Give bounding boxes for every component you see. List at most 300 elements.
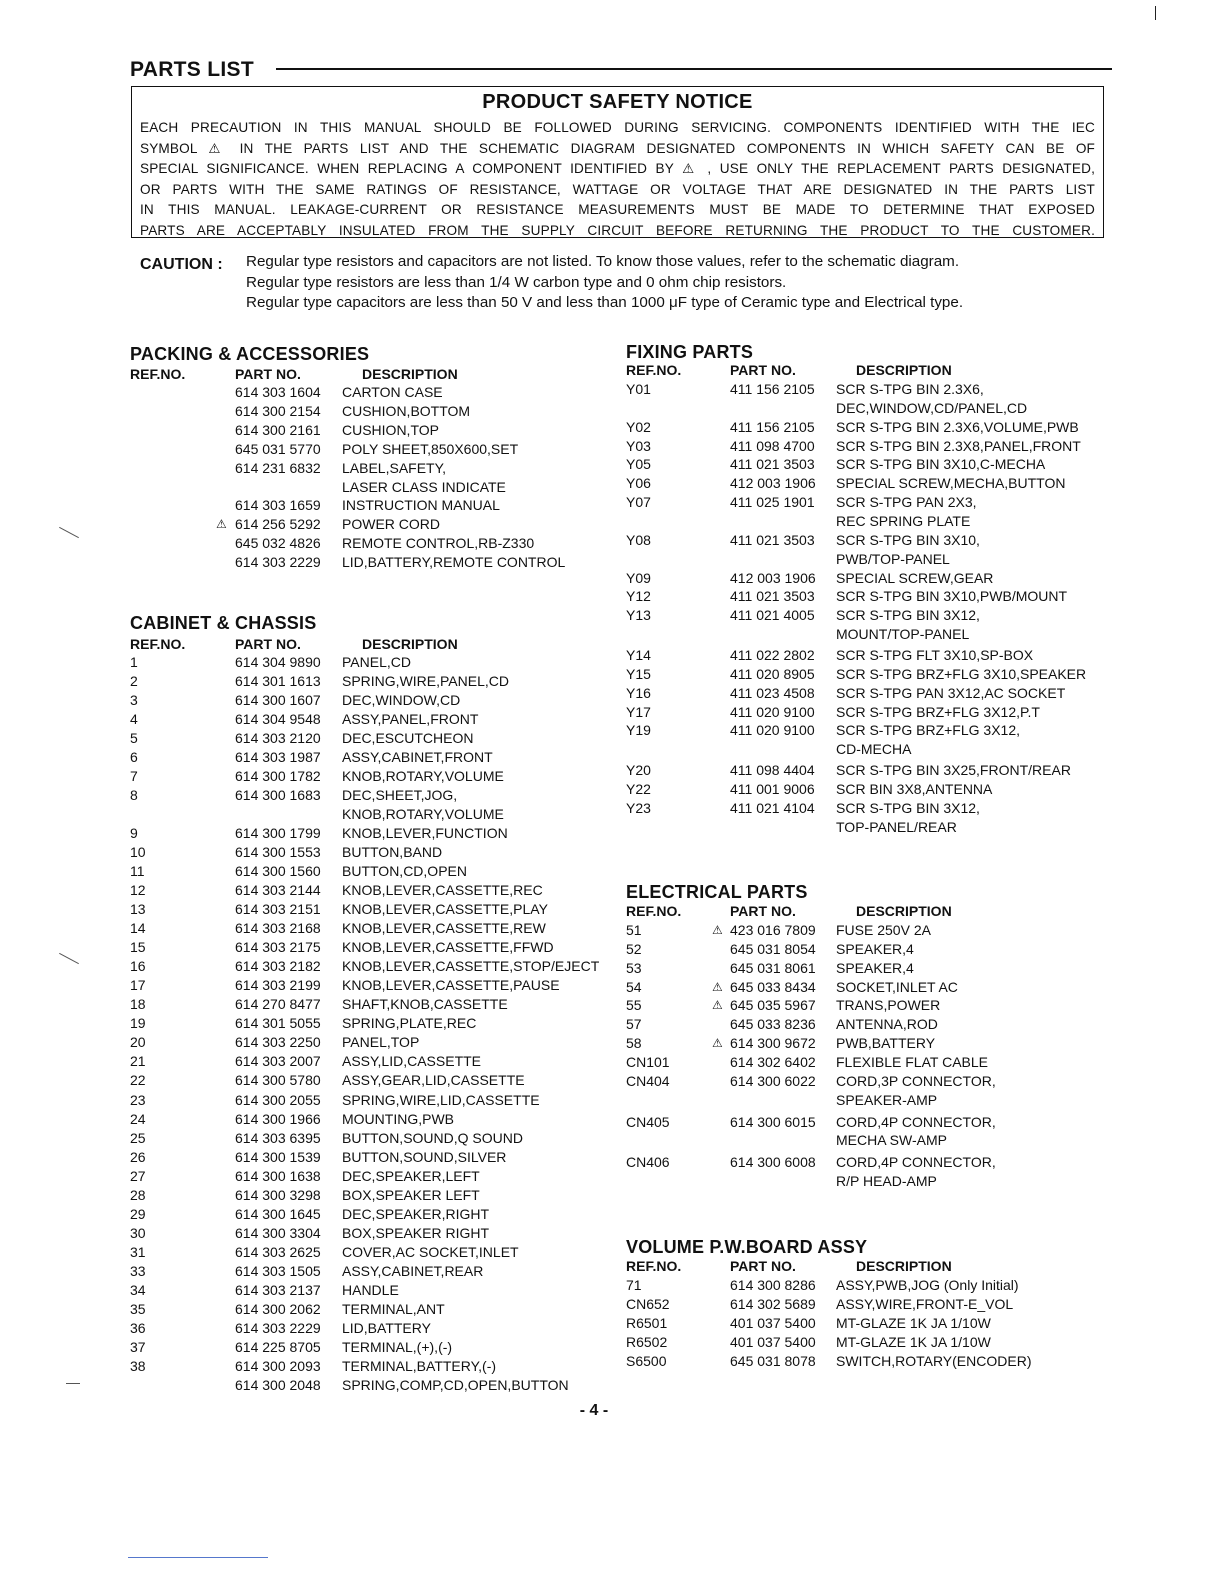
description: SCR S-TPG PAN 2X3, bbox=[836, 494, 977, 511]
description: BUTTON,SOUND,SILVER bbox=[342, 1148, 507, 1165]
description: PANEL,TOP bbox=[342, 1034, 420, 1051]
description: TERMINAL,ANT bbox=[342, 1300, 445, 1317]
ref-no: 51 bbox=[626, 922, 642, 938]
col-header-ref: REF.NO. bbox=[626, 362, 682, 378]
description: SCR S-TPG BRZ+FLG 3X12, bbox=[836, 722, 1020, 739]
description: SWITCH,ROTARY(ENCODER) bbox=[836, 1353, 1032, 1369]
description: SPRING,WIRE,PANEL,CD bbox=[342, 673, 509, 689]
description: ASSY,PANEL,FRONT bbox=[342, 711, 479, 728]
description: SCR S-TPG BIN 2.3X6, bbox=[836, 381, 984, 397]
title-rule bbox=[276, 68, 1112, 70]
part-no: 645 035 5967 bbox=[730, 997, 816, 1014]
description: SCR S-TPG PAN 3X12,AC SOCKET bbox=[836, 684, 1066, 701]
parts-row bbox=[130, 806, 630, 825]
col-header-ref: REF.NO. bbox=[626, 1258, 682, 1274]
part-no: 411 021 3503 bbox=[730, 531, 815, 548]
part-no: 614 300 1638 bbox=[235, 1167, 321, 1184]
part-no: 614 300 6015 bbox=[730, 1113, 816, 1130]
description: KNOB,LEVER,CASSETTE,FFWD bbox=[342, 939, 554, 956]
part-no: 614 300 2161 bbox=[235, 421, 321, 438]
part-no: 614 303 1505 bbox=[235, 1262, 321, 1279]
parts-row bbox=[130, 1282, 630, 1301]
safety-triangle-icon: ⚠ bbox=[712, 923, 723, 937]
parts-row bbox=[626, 1114, 1126, 1133]
parts-row bbox=[626, 647, 1126, 666]
section-title-volume: VOLUME P.W.BOARD ASSY bbox=[626, 1237, 868, 1257]
description: COVER,AC SOCKET,INLET bbox=[342, 1243, 519, 1260]
description: SPECIAL SCREW,MECHA,BUTTON bbox=[836, 475, 1066, 492]
parts-row bbox=[130, 730, 630, 749]
description: KNOB,LEVER,CASSETTE,REW bbox=[342, 920, 546, 937]
part-no: 614 302 6402 bbox=[730, 1054, 816, 1070]
description: PWB,BATTERY bbox=[836, 1035, 936, 1052]
description: ASSY,CABINET,FRONT bbox=[342, 749, 493, 766]
margin-mark bbox=[59, 527, 79, 538]
parts-row bbox=[626, 626, 1126, 645]
parts-row bbox=[130, 825, 630, 844]
col-header-desc: DESCRIPTION bbox=[362, 366, 458, 382]
description: ASSY,GEAR,LID,CASSETTE bbox=[342, 1072, 525, 1089]
description: CORD,4P CONNECTOR, bbox=[836, 1113, 996, 1130]
ref-no: 19 bbox=[130, 1015, 146, 1032]
description: KNOB,LEVER,CASSETTE,STOP/EJECT bbox=[342, 958, 600, 975]
description: FUSE 250V 2A bbox=[836, 922, 931, 938]
parts-row bbox=[626, 1132, 1126, 1151]
caution-line: Regular type resistors and capacitors are not listed. To know those values, refer to the schematic diagram. bbox=[246, 253, 960, 270]
ref-no: 22 bbox=[130, 1072, 146, 1089]
part-no: 411 023 4508 bbox=[730, 684, 815, 701]
part-no: 614 303 2229 bbox=[235, 1319, 321, 1336]
caution-line: Regular type capacitors are less than 50 V and less than 1000 μF type of Ceramic type and Electrical type. bbox=[246, 294, 964, 311]
part-no: 411 021 3503 bbox=[730, 456, 815, 473]
part-no: 614 300 3298 bbox=[235, 1186, 321, 1203]
part-no: 614 231 6832 bbox=[235, 459, 321, 476]
description: POLY SHEET,850X600,SET bbox=[342, 440, 519, 457]
parts-row bbox=[130, 516, 630, 535]
parts-row bbox=[130, 1244, 630, 1263]
parts-row bbox=[626, 1016, 1126, 1035]
part-no: 614 300 1799 bbox=[235, 825, 321, 842]
description: DEC,SPEAKER,RIGHT bbox=[342, 1205, 490, 1222]
parts-row bbox=[130, 1168, 630, 1187]
parts-row bbox=[626, 1173, 1126, 1192]
parts-row bbox=[626, 762, 1126, 781]
ref-no: Y15 bbox=[626, 665, 651, 682]
ref-no: 6 bbox=[130, 749, 138, 766]
parts-row bbox=[130, 844, 630, 863]
parts-row bbox=[130, 1358, 630, 1377]
parts-row bbox=[130, 460, 630, 479]
ref-no: 38 bbox=[130, 1357, 146, 1374]
parts-row bbox=[130, 1339, 630, 1358]
part-no: 645 033 8236 bbox=[730, 1016, 816, 1033]
description: MOUNT/TOP-PANEL bbox=[836, 626, 970, 642]
parts-row bbox=[626, 438, 1126, 457]
part-no: 614 300 9672 bbox=[730, 1035, 816, 1052]
parts-row bbox=[626, 1154, 1126, 1173]
parts-row bbox=[130, 768, 630, 787]
description: MECHA SW-AMP bbox=[836, 1132, 947, 1149]
part-no: 614 300 5780 bbox=[235, 1072, 321, 1089]
parts-row bbox=[626, 1334, 1126, 1353]
description: SOCKET,INLET AC bbox=[836, 978, 958, 995]
description: ASSY,PWB,JOG (Only Initial) bbox=[836, 1277, 1019, 1293]
part-no: 614 303 2007 bbox=[235, 1053, 321, 1070]
ref-no: 1 bbox=[130, 654, 138, 670]
safety-notice-line: SYMBOL ⚠ IN THE PARTS LIST AND THE SCHEMATIC DIAGRAM DESIGNATED COMPONENTS IN WHICH SAFETY CAN BE OF bbox=[140, 140, 1095, 156]
ref-no: Y19 bbox=[626, 722, 651, 739]
description: BUTTON,SOUND,Q SOUND bbox=[342, 1129, 523, 1146]
part-no: 614 300 1560 bbox=[235, 863, 321, 880]
description: CARTON CASE bbox=[342, 384, 443, 400]
description: KNOB,LEVER,CASSETTE,REC bbox=[342, 882, 543, 899]
part-no: 614 303 2625 bbox=[235, 1243, 321, 1260]
parts-row bbox=[626, 685, 1126, 704]
ref-no: Y06 bbox=[626, 475, 651, 492]
part-no: 614 303 1987 bbox=[235, 749, 321, 766]
description: LID,BATTERY,REMOTE CONTROL bbox=[342, 554, 566, 571]
ref-no: 30 bbox=[130, 1224, 146, 1241]
parts-row bbox=[626, 551, 1126, 570]
ref-no: 71 bbox=[626, 1277, 642, 1293]
part-no: 614 303 1604 bbox=[235, 384, 321, 400]
col-header-desc: DESCRIPTION bbox=[856, 903, 952, 919]
description: REC SPRING PLATE bbox=[836, 513, 971, 529]
col-header-ref: REF.NO. bbox=[130, 366, 186, 382]
parts-row bbox=[130, 882, 630, 901]
parts-row bbox=[626, 1073, 1126, 1092]
description: SPEAKER-AMP bbox=[836, 1091, 938, 1108]
parts-row bbox=[130, 711, 630, 730]
parts-row bbox=[626, 922, 1126, 941]
description: KNOB,ROTARY,VOLUME bbox=[342, 806, 504, 823]
parts-row bbox=[130, 497, 630, 516]
description: CORD,4P CONNECTOR, bbox=[836, 1154, 996, 1171]
parts-row bbox=[626, 704, 1126, 723]
section-title-fixing: FIXING PARTS bbox=[626, 342, 754, 362]
col-header-ref: REF.NO. bbox=[130, 636, 186, 652]
part-no: 412 003 1906 bbox=[730, 475, 816, 492]
safety-notice-line: PARTS ARE ACCEPTABLY INSULATED FROM THE SUPPLY CIRCUIT BEFORE RETURNING THE PRODUCT TO THE CUSTOMER. bbox=[140, 222, 1095, 238]
description: ASSY,LID,CASSETTE bbox=[342, 1053, 482, 1070]
safety-triangle-icon: ⚠ bbox=[712, 1036, 723, 1051]
description: SCR S-TPG BIN 3X12, bbox=[836, 607, 980, 624]
parts-row bbox=[626, 588, 1126, 607]
parts-row bbox=[626, 781, 1126, 800]
ref-no: Y09 bbox=[626, 569, 651, 586]
parts-row bbox=[626, 1277, 1126, 1296]
parts-row bbox=[130, 1301, 630, 1320]
part-no: 614 302 5689 bbox=[730, 1296, 816, 1312]
caution-label: CAUTION : bbox=[140, 256, 223, 273]
parts-row bbox=[130, 1320, 630, 1339]
parts-row bbox=[130, 535, 630, 554]
ref-no: Y08 bbox=[626, 531, 651, 548]
part-no: 401 037 5400 bbox=[730, 1315, 816, 1331]
parts-row bbox=[626, 1092, 1126, 1111]
description: MOUNTING,PWB bbox=[342, 1110, 454, 1127]
description: R/P HEAD-AMP bbox=[836, 1173, 937, 1189]
part-no: 411 001 9006 bbox=[730, 780, 815, 797]
part-no: 614 304 9548 bbox=[235, 711, 321, 728]
description: SCR S-TPG BIN 3X12, bbox=[836, 799, 980, 816]
part-no: 614 300 2055 bbox=[235, 1091, 321, 1108]
ref-no: Y01 bbox=[626, 381, 651, 397]
parts-row bbox=[130, 901, 630, 920]
margin-mark bbox=[66, 1383, 80, 1384]
section-title-packing: PACKING & ACCESSORIES bbox=[130, 344, 370, 364]
col-header-ref: REF.NO. bbox=[626, 903, 682, 919]
part-no: 614 270 8477 bbox=[235, 996, 321, 1013]
ref-no: 18 bbox=[130, 996, 146, 1013]
description: TERMINAL,(+),(-) bbox=[342, 1338, 453, 1355]
description: ASSY,CABINET,REAR bbox=[342, 1262, 484, 1279]
parts-row bbox=[626, 1296, 1126, 1315]
ref-no: 58 bbox=[626, 1035, 642, 1052]
description: SCR S-TPG BIN 3X10, bbox=[836, 531, 980, 548]
ref-no: Y07 bbox=[626, 494, 651, 511]
parts-row bbox=[130, 749, 630, 768]
description: BOX,SPEAKER RIGHT bbox=[342, 1224, 490, 1241]
safety-triangle-icon: ⚠ bbox=[216, 517, 227, 532]
parts-row bbox=[130, 787, 630, 806]
parts-row bbox=[130, 863, 630, 882]
part-no: 411 098 4700 bbox=[730, 437, 815, 454]
part-no: 645 031 5770 bbox=[235, 440, 321, 457]
description: KNOB,LEVER,CASSETTE,PLAY bbox=[342, 901, 548, 918]
part-no: 411 156 2105 bbox=[730, 381, 815, 397]
parts-row bbox=[626, 800, 1126, 819]
ref-no: 55 bbox=[626, 997, 642, 1014]
parts-row bbox=[130, 1149, 630, 1168]
part-no: 614 303 2182 bbox=[235, 958, 321, 975]
parts-row bbox=[626, 1353, 1126, 1372]
parts-row bbox=[130, 1206, 630, 1225]
ref-no: CN101 bbox=[626, 1054, 670, 1070]
description: SCR S-TPG BRZ+FLG 3X12,P.T bbox=[836, 703, 1040, 720]
part-no: 614 300 2154 bbox=[235, 402, 321, 419]
ref-no: 52 bbox=[626, 940, 642, 957]
safety-notice-box bbox=[131, 86, 1104, 238]
part-no: 614 300 1553 bbox=[235, 844, 321, 861]
description: SPRING,PLATE,REC bbox=[342, 1015, 477, 1032]
ref-no: Y05 bbox=[626, 456, 651, 473]
footer-line bbox=[128, 1557, 268, 1558]
parts-row bbox=[130, 479, 630, 498]
part-no: 614 303 2151 bbox=[235, 901, 321, 918]
parts-row bbox=[130, 920, 630, 939]
part-no: 645 031 8054 bbox=[730, 940, 816, 957]
ref-no: 24 bbox=[130, 1110, 146, 1127]
ref-no: 27 bbox=[130, 1167, 146, 1184]
description: DEC,WINDOW,CD bbox=[342, 692, 461, 708]
description: CUSHION,TOP bbox=[342, 421, 439, 438]
parts-row bbox=[626, 607, 1126, 626]
part-no: 614 300 1782 bbox=[235, 768, 321, 785]
description: DEC,SHEET,JOG, bbox=[342, 787, 458, 804]
description: SCR S-TPG BIN 2.3X8,PANEL,FRONT bbox=[836, 437, 1081, 454]
description: DEC,SPEAKER,LEFT bbox=[342, 1167, 480, 1184]
description: SPRING,COMP,CD,OPEN,BUTTON bbox=[342, 1376, 569, 1393]
parts-row bbox=[130, 1053, 630, 1072]
safety-notice-title: PRODUCT SAFETY NOTICE bbox=[482, 91, 753, 113]
description: INSTRUCTION MANUAL bbox=[342, 497, 500, 514]
description: REMOTE CONTROL,RB-Z330 bbox=[342, 535, 535, 552]
part-no: 614 300 1645 bbox=[235, 1205, 321, 1222]
part-no: 645 031 8078 bbox=[730, 1353, 816, 1369]
part-no: 614 303 1659 bbox=[235, 497, 321, 514]
description: CUSHION,BOTTOM bbox=[342, 402, 471, 419]
ref-no: 5 bbox=[130, 730, 138, 747]
part-no: 411 025 1901 bbox=[730, 494, 815, 511]
ref-no: Y02 bbox=[626, 418, 651, 435]
safety-notice-line: OR PARTS WITH THE SAME RATINGS OF RESISTANCE, WATTAGE OR VOLTAGE THAT ARE DESIGNATED IN THE PARTS LIST bbox=[140, 181, 1095, 197]
parts-row bbox=[626, 513, 1126, 532]
ref-no: CN405 bbox=[626, 1113, 670, 1130]
description: BUTTON,CD,OPEN bbox=[342, 863, 467, 880]
part-no: 614 300 3304 bbox=[235, 1224, 321, 1241]
col-header-part: PART NO. bbox=[730, 362, 796, 378]
ref-no: 23 bbox=[130, 1091, 146, 1108]
description: KNOB,ROTARY,VOLUME bbox=[342, 768, 504, 785]
ref-no: Y12 bbox=[626, 588, 651, 605]
ref-no: Y16 bbox=[626, 684, 651, 701]
safety-notice-line: IN THIS MANUAL. LEAKAGE-CURRENT OR RESISTANCE MEASUREMENTS MUST BE MADE TO DETERMINE THAT EXPOSED bbox=[140, 202, 1095, 217]
part-no: 411 098 4404 bbox=[730, 762, 815, 778]
parts-row bbox=[626, 1315, 1126, 1334]
description: TOP-PANEL/REAR bbox=[836, 818, 957, 835]
part-no: 614 300 6008 bbox=[730, 1154, 816, 1171]
ref-no: 53 bbox=[626, 959, 642, 976]
parts-row bbox=[626, 475, 1126, 494]
safety-notice-line: SPECIAL SIGNIFICANCE. WHEN REPLACING A COMPONENT IDENTIFIED BY ⚠ , USE ONLY THE REPLACEMENT PARTS DESIGNATED, bbox=[140, 161, 1095, 176]
description: ANTENNA,ROD bbox=[836, 1016, 938, 1033]
parts-row bbox=[130, 1187, 630, 1206]
part-no: 614 303 2250 bbox=[235, 1034, 321, 1051]
ref-no: 37 bbox=[130, 1338, 146, 1355]
ref-no: 29 bbox=[130, 1205, 146, 1222]
parts-row bbox=[130, 1377, 630, 1396]
col-header-desc: DESCRIPTION bbox=[856, 1258, 952, 1274]
part-no: 614 300 1607 bbox=[235, 692, 321, 708]
ref-no: Y23 bbox=[626, 799, 651, 816]
ref-no: CN404 bbox=[626, 1072, 670, 1089]
part-no: 614 300 8286 bbox=[730, 1277, 816, 1293]
ref-no: CN652 bbox=[626, 1296, 670, 1312]
ref-no: 54 bbox=[626, 978, 642, 995]
part-no: 412 003 1906 bbox=[730, 569, 816, 586]
description: MT-GLAZE 1K JA 1/10W bbox=[836, 1334, 991, 1350]
ref-no: 3 bbox=[130, 692, 138, 708]
part-no: 614 225 8705 bbox=[235, 1338, 321, 1355]
description: SPRING,WIRE,LID,CASSETTE bbox=[342, 1091, 540, 1108]
part-no: 411 020 9100 bbox=[730, 703, 815, 720]
part-no: 614 303 6395 bbox=[235, 1129, 321, 1146]
description: BUTTON,BAND bbox=[342, 844, 443, 861]
parts-row bbox=[130, 1225, 630, 1244]
description: SCR S-TPG BIN 3X25,FRONT/REAR bbox=[836, 762, 1071, 778]
edge-mark bbox=[1155, 6, 1156, 20]
parts-row bbox=[626, 979, 1126, 998]
part-no: 614 300 2048 bbox=[235, 1376, 321, 1393]
part-no: 614 300 1539 bbox=[235, 1148, 321, 1165]
ref-no: 34 bbox=[130, 1281, 146, 1298]
safety-notice-line: EACH PRECAUTION IN THIS MANUAL SHOULD BE FOLLOWED DURING SERVICING. COMPONENTS IDENTIFIED WITH THE IEC bbox=[140, 120, 1095, 135]
description: MT-GLAZE 1K JA 1/10W bbox=[836, 1315, 991, 1331]
part-no: 614 300 1683 bbox=[235, 787, 321, 804]
part-no: 411 021 4104 bbox=[730, 799, 815, 816]
ref-no: 8 bbox=[130, 787, 138, 804]
description: SCR BIN 3X8,ANTENNA bbox=[836, 780, 993, 797]
parts-row bbox=[626, 741, 1126, 760]
ref-no: 2 bbox=[130, 673, 138, 689]
parts-row bbox=[130, 673, 630, 692]
ref-no: 26 bbox=[130, 1148, 146, 1165]
parts-row bbox=[130, 441, 630, 460]
ref-no: 14 bbox=[130, 920, 146, 937]
col-header-desc: DESCRIPTION bbox=[362, 636, 458, 652]
parts-row bbox=[626, 400, 1126, 419]
parts-row bbox=[626, 960, 1126, 979]
part-no: 614 303 2120 bbox=[235, 730, 321, 747]
description: HANDLE bbox=[342, 1281, 399, 1298]
description: SCR S-TPG FLT 3X10,SP-BOX bbox=[836, 646, 1034, 663]
section-title-cabinet: CABINET & CHASSIS bbox=[130, 613, 317, 633]
ref-no: R6502 bbox=[626, 1334, 668, 1350]
ref-no: 15 bbox=[130, 939, 146, 956]
ref-no: Y22 bbox=[626, 780, 651, 797]
parts-row bbox=[130, 692, 630, 711]
description: KNOB,LEVER,CASSETTE,PAUSE bbox=[342, 977, 560, 994]
ref-no: 28 bbox=[130, 1186, 146, 1203]
ref-no: Y03 bbox=[626, 437, 651, 454]
description: SPECIAL SCREW,GEAR bbox=[836, 569, 994, 586]
parts-row bbox=[130, 403, 630, 422]
col-header-desc: DESCRIPTION bbox=[856, 362, 952, 378]
parts-row bbox=[130, 1263, 630, 1282]
part-no: 614 300 6022 bbox=[730, 1072, 816, 1089]
parts-row bbox=[130, 1034, 630, 1053]
part-no: 401 037 5400 bbox=[730, 1334, 816, 1350]
ref-no: Y17 bbox=[626, 703, 651, 720]
ref-no: 21 bbox=[130, 1053, 146, 1070]
ref-no: Y20 bbox=[626, 762, 651, 778]
part-no: 614 303 2144 bbox=[235, 882, 321, 899]
parts-row bbox=[626, 419, 1126, 438]
part-no: 614 301 1613 bbox=[235, 673, 321, 689]
ref-no: S6500 bbox=[626, 1353, 667, 1369]
margin-mark bbox=[59, 953, 79, 964]
description: TERMINAL,BATTERY,(-) bbox=[342, 1357, 497, 1374]
ref-no: 16 bbox=[130, 958, 146, 975]
part-no: 411 020 9100 bbox=[730, 722, 815, 739]
parts-row bbox=[626, 532, 1126, 551]
part-no: 614 300 1966 bbox=[235, 1110, 321, 1127]
description: SPEAKER,4 bbox=[836, 940, 914, 957]
ref-no: 57 bbox=[626, 1016, 642, 1033]
parts-row bbox=[626, 570, 1126, 589]
part-no: 614 304 9890 bbox=[235, 654, 321, 670]
part-no: 645 032 4826 bbox=[235, 535, 321, 552]
part-no: 614 303 2137 bbox=[235, 1281, 321, 1298]
col-header-part: PART NO. bbox=[730, 903, 796, 919]
parts-row bbox=[130, 422, 630, 441]
part-no: 614 300 2093 bbox=[235, 1357, 321, 1374]
description: DEC,ESCUTCHEON bbox=[342, 730, 474, 747]
description: SHAFT,KNOB,CASSETTE bbox=[342, 996, 508, 1013]
description: SCR S-TPG BIN 3X10,PWB/MOUNT bbox=[836, 588, 1068, 605]
parts-row bbox=[626, 666, 1126, 685]
